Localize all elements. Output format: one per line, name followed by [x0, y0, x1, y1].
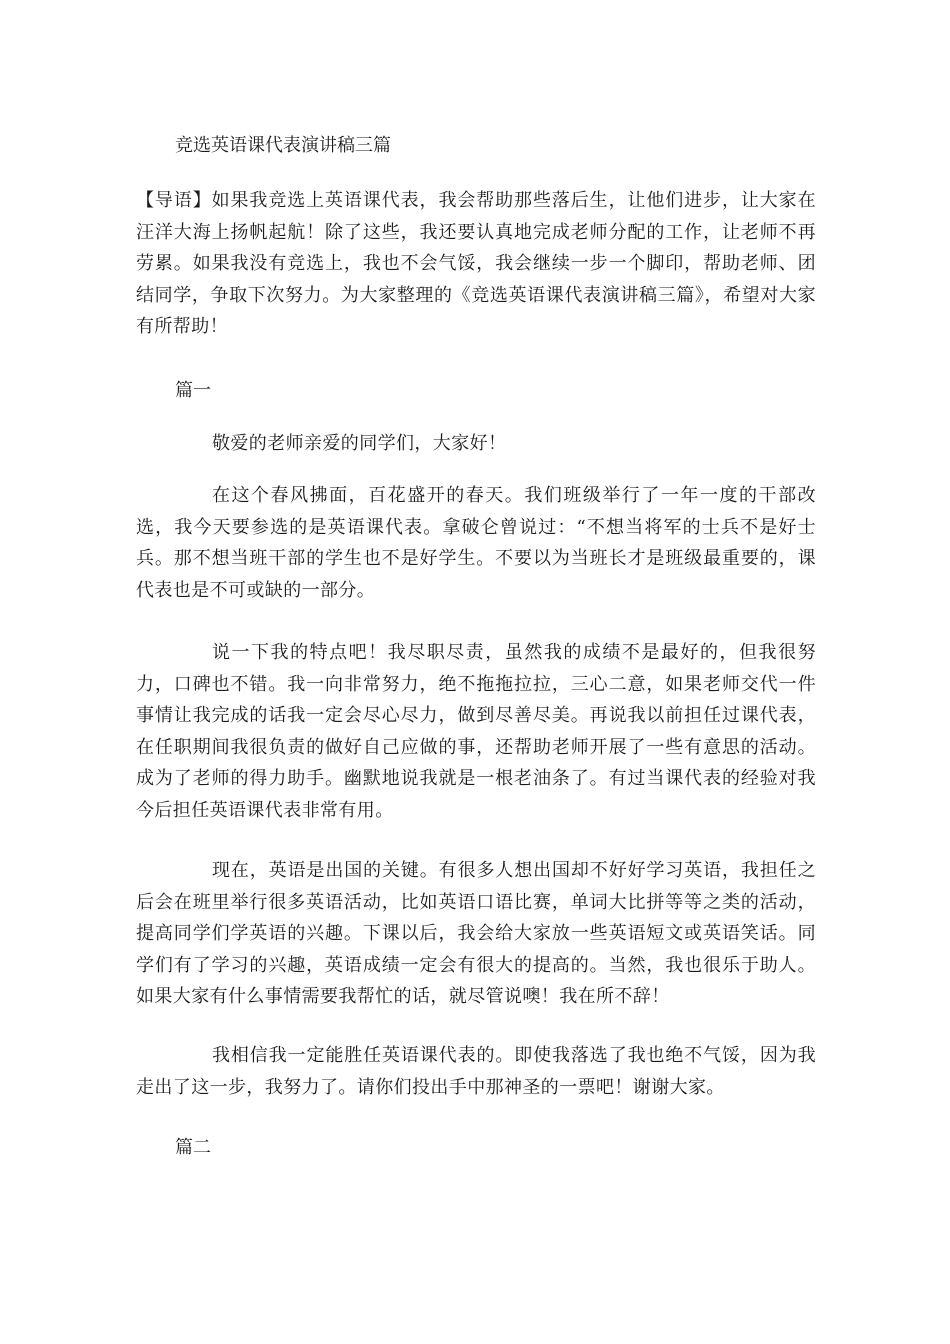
body-paragraph-2: 说一下我的特点吧！我尽职尽责，虽然我的成绩不是最好的，但我很努力，口碑也不错。我一向非常努力，绝不拖拖拉拉，三心二意，如果老师交代一件事情让我完成的话我一定会尽心尽力，做到尽善尽美。再说我以前担任过课代表，在任职期间我很负责的做好自己应做的事，还帮助老师开展了一些有意思的活动。成为了老师的得力助手。幽默地说我就是一根老油条了。有过当课代表的经验对我今后担任英语课代表非常有用。	[136, 642, 816, 821]
greeting-paragraph: 敬爱的老师亲爱的同学们，大家好！	[212, 433, 507, 454]
section-heading-2: 篇二	[175, 1137, 211, 1158]
lead-paragraph: 【导语】如果我竞选上英语课代表，我会帮助那些落后生，让他们进步，让大家在汪洋大海上扬帆起航！除了这些，我还要认真地完成老师分配的工作，让老师不再劳累。如果我没有竞选上，我也不会气馁，我会继续一步一个脚印，帮助老师、团结同学，争取下次努力。为大家整理的《竞选英语课代表演讲稿三篇》，希望对大家有所帮助！	[136, 190, 816, 337]
body-paragraph-4: 我相信我一定能胜任英语课代表的。即使我落选了我也绝不气馁，因为我走出了这一步，我努力了。请你们投出手中那神圣的一票吧！谢谢大家。	[136, 1045, 816, 1098]
section-heading-1: 篇一	[175, 380, 211, 401]
document-title: 竞选英语课代表演讲稿三篇	[175, 135, 391, 156]
body-paragraph-1: 在这个春风拂面，百花盛开的春天。我们班级举行了一年一度的干部改选，我今天要参选的是英语课代表。拿破仑曾说过：“不想当将军的士兵不是好士兵。那不想当班干部的学生也不是好学生。不要以为当班长才是班级最重要的，课代表也是不可或缺的一部分。	[136, 485, 816, 601]
body-paragraph-3: 现在，英语是出国的关键。有很多人想出国却不好好学习英语，我担任之后会在班里举行很多英语活动，比如英语口语比赛，单词大比拼等等之类的活动，提高同学们学英语的兴趣。下课以后，我会给大家放一些英语短文或英语笑话。同学们有了学习的兴趣，英语成绩一定会有很大的提高的。当然，我也很乐于助人。如果大家有什么事情需要我帮忙的话，就尽管说噢！我在所不辞！	[136, 860, 816, 1007]
